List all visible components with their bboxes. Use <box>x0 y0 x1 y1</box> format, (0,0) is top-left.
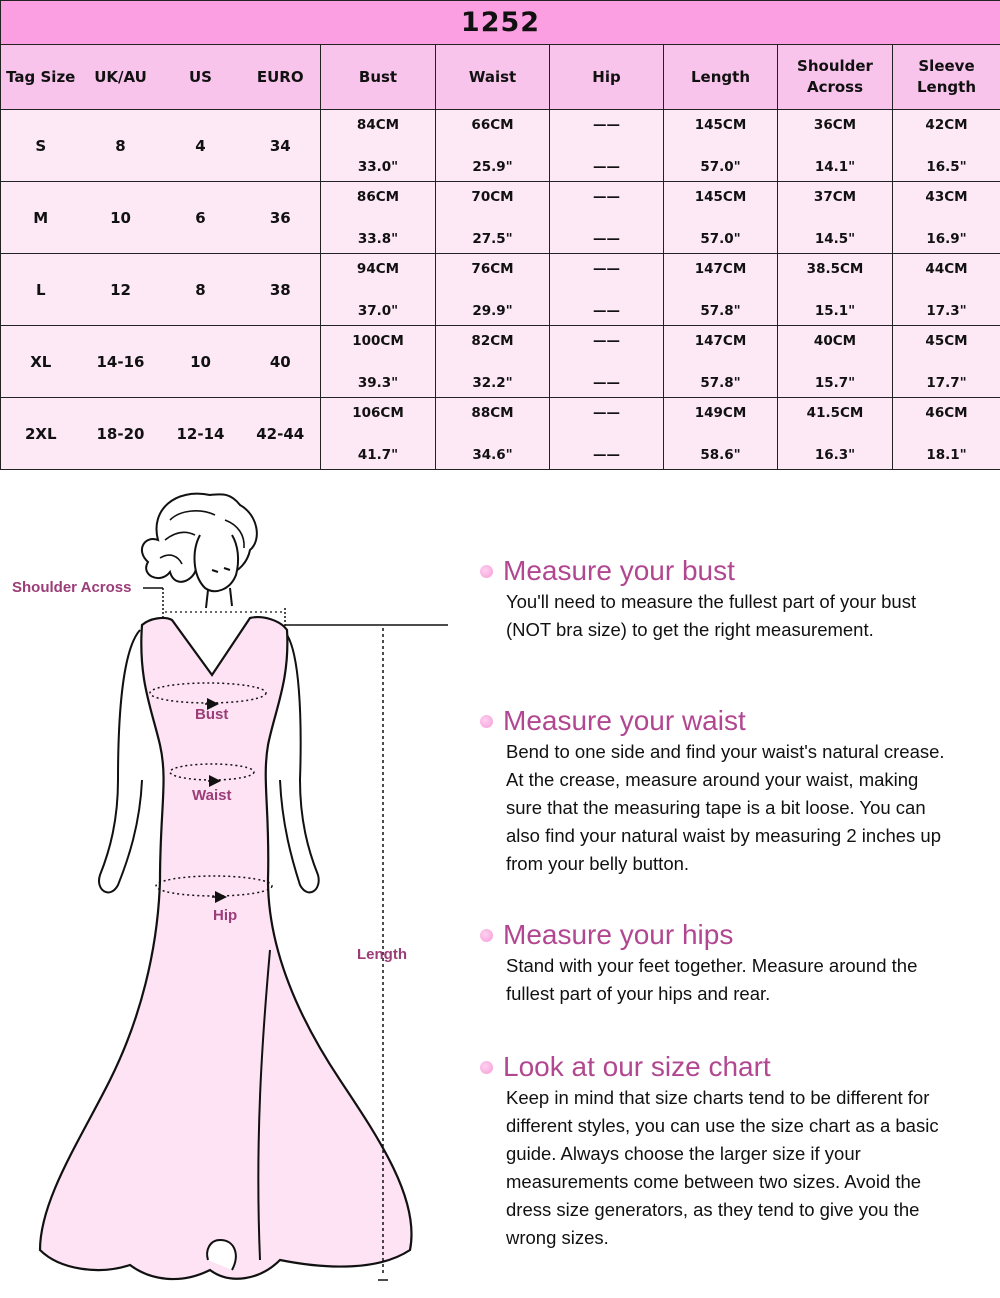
bust-cm-value: 100CM <box>321 333 435 349</box>
hip-cell <box>550 326 664 398</box>
sleeve-inch-value: 17.7" <box>893 375 1000 391</box>
bust-cell <box>321 326 436 398</box>
sleeve-cm-value: 44CM <box>893 261 1000 277</box>
shoulder-cell <box>778 398 893 470</box>
waist-cell <box>436 110 550 182</box>
ukau-cell: 14-16 <box>81 326 161 398</box>
table-row <box>1 254 1000 326</box>
sleeve-inch-value: 16.5" <box>893 159 1000 175</box>
sleeve-cm-value: 45CM <box>893 333 1000 349</box>
col-header-ukau: UK/AU <box>81 45 161 110</box>
shoulder-inch-value: 14.5" <box>778 231 892 247</box>
table-row <box>1 110 1000 182</box>
bust-cm-value: 94CM <box>321 261 435 277</box>
waist-inch-value: 25.9" <box>436 159 549 175</box>
left-arm <box>99 630 142 892</box>
table-row <box>1 182 1000 254</box>
col-header-sleeve <box>893 45 1000 110</box>
shoulder-cell <box>778 254 893 326</box>
sleeve-inch-value: 18.1" <box>893 447 1000 463</box>
us-cell: 6 <box>161 182 241 254</box>
bust-cm-value: 106CM <box>321 405 435 421</box>
shoulder-cell <box>778 326 893 398</box>
hip-inch-value: —— <box>550 375 663 391</box>
hip-inch-value: —— <box>550 231 663 247</box>
sleeve-cm-value: 42CM <box>893 117 1000 133</box>
waist-cm-value: 76CM <box>436 261 549 277</box>
waist-cell <box>436 182 550 254</box>
ukau-cell: 18-20 <box>81 398 161 470</box>
hip-cell <box>550 110 664 182</box>
length-inch-value: 57.0" <box>664 231 777 247</box>
col-header-us: US <box>161 45 241 110</box>
bust-inch-value: 33.0" <box>321 159 435 175</box>
measurement-figure <box>0 480 470 1294</box>
tip-hips <box>480 920 995 1008</box>
sleeve-cell <box>893 398 1000 470</box>
bust-cm-value: 86CM <box>321 189 435 205</box>
shoulder-inch-value: 14.1" <box>778 159 892 175</box>
shoulder-inch-value: 16.3" <box>778 447 892 463</box>
us-cell: 8 <box>161 254 241 326</box>
sleeve-cm-value: 46CM <box>893 405 1000 421</box>
size-chart-table <box>0 0 1000 470</box>
bullet-dot-icon <box>480 565 493 578</box>
tip-body: Bend to one side and find your waist's natural crease. At the crease, measure around your waist, making sure that the measuring tape is a bit loose. You can also find your natural waist by measuring 2 inches up from your belly button. <box>506 738 995 878</box>
hip-cm-value: —— <box>550 405 663 421</box>
euro-cell: 34 <box>241 110 321 182</box>
ukau-cell: 12 <box>81 254 161 326</box>
col-header-shoulder <box>778 45 893 110</box>
waist-cm-value: 88CM <box>436 405 549 421</box>
shoulder-cm-value: 36CM <box>778 117 892 133</box>
length-cm-value: 147CM <box>664 261 777 277</box>
length-inch-value: 58.6" <box>664 447 777 463</box>
hip-cm-value: —— <box>550 189 663 205</box>
header-row <box>1 45 1000 110</box>
hip-inch-value: —— <box>550 159 663 175</box>
ukau-cell: 8 <box>81 110 161 182</box>
tip-body: Keep in mind that size charts tend to be different for different styles, you can use the size chart as a basic guide. Always choose the larger size if your measurements come between two sizes. Avoid the dress size generators, as they tend to give you the wrong sizes. <box>506 1084 995 1252</box>
hip-cell <box>550 398 664 470</box>
bust-inch-value: 41.7" <box>321 447 435 463</box>
length-inch-value: 57.8" <box>664 303 777 319</box>
length-cell <box>664 398 778 470</box>
euro-cell: 38 <box>241 254 321 326</box>
shoulder-cell <box>778 182 893 254</box>
tip-title: Look at our size chart <box>503 1052 771 1082</box>
bust-inch-value: 37.0" <box>321 303 435 319</box>
sleeve-inch-value: 16.9" <box>893 231 1000 247</box>
sleeve-cell <box>893 110 1000 182</box>
bullet-dot-icon <box>480 1061 493 1074</box>
tag-size-cell: XL <box>1 326 81 398</box>
bust-cm-value: 84CM <box>321 117 435 133</box>
length-inch-value: 57.0" <box>664 159 777 175</box>
tip-body: You'll need to measure the fullest part of your bust (NOT bra size) to get the right measurement. <box>506 588 995 644</box>
length-cm-value: 145CM <box>664 189 777 205</box>
dress-illustration <box>0 480 470 1294</box>
hip-cm-value: —— <box>550 261 663 277</box>
table-row <box>1 326 1000 398</box>
sleeve-cell <box>893 254 1000 326</box>
length-cell <box>664 182 778 254</box>
length-cell <box>664 110 778 182</box>
shoulder-cm-value: 38.5CM <box>778 261 892 277</box>
face-shape <box>195 535 239 591</box>
waist-label: Waist <box>192 787 231 804</box>
shoulder-across-label: Shoulder Across <box>12 579 131 596</box>
shoulder-inch-value: 15.1" <box>778 303 892 319</box>
tag-size-cell: 2XL <box>1 398 81 470</box>
length-cm-value: 147CM <box>664 333 777 349</box>
shoulder-cm-value: 37CM <box>778 189 892 205</box>
header-line: Sleeve <box>918 57 974 75</box>
col-header-tag-size: Tag Size <box>1 45 81 110</box>
shoulder-cell <box>778 110 893 182</box>
table-row <box>1 398 1000 470</box>
bust-inch-value: 33.8" <box>321 231 435 247</box>
waist-inch-value: 27.5" <box>436 231 549 247</box>
header-line: Shoulder <box>797 57 873 75</box>
bullet-dot-icon <box>480 929 493 942</box>
col-header-hip: Hip <box>550 45 664 110</box>
waist-cell <box>436 326 550 398</box>
tip-title: Measure your waist <box>503 706 746 736</box>
bullet-dot-icon <box>480 715 493 728</box>
shoulder-inch-value: 15.7" <box>778 375 892 391</box>
euro-cell: 36 <box>241 182 321 254</box>
tip-title: Measure your hips <box>503 920 733 950</box>
length-cell <box>664 326 778 398</box>
hip-label: Hip <box>213 907 237 924</box>
waist-cell <box>436 254 550 326</box>
bust-cell <box>321 398 436 470</box>
sleeve-cm-value: 43CM <box>893 189 1000 205</box>
ukau-cell: 10 <box>81 182 161 254</box>
waist-inch-value: 32.2" <box>436 375 549 391</box>
euro-cell: 42-44 <box>241 398 321 470</box>
tag-size-cell: S <box>1 110 81 182</box>
hip-inch-value: —— <box>550 303 663 319</box>
waist-inch-value: 34.6" <box>436 447 549 463</box>
tag-size-cell: L <box>1 254 81 326</box>
header-line: Length <box>917 78 976 96</box>
waist-cm-value: 66CM <box>436 117 549 133</box>
bust-inch-value: 39.3" <box>321 375 435 391</box>
length-cm-value: 145CM <box>664 117 777 133</box>
bust-cell <box>321 254 436 326</box>
euro-cell: 40 <box>241 326 321 398</box>
length-cell <box>664 254 778 326</box>
us-cell: 12-14 <box>161 398 241 470</box>
tag-size-cell: M <box>1 182 81 254</box>
tip-bust <box>480 556 995 644</box>
us-cell: 4 <box>161 110 241 182</box>
tip-body: Stand with your feet together. Measure around the fullest part of your hips and rear. <box>506 952 995 1008</box>
shoulder-cm-value: 40CM <box>778 333 892 349</box>
hip-cm-value: —— <box>550 333 663 349</box>
col-header-length: Length <box>664 45 778 110</box>
bust-cell <box>321 110 436 182</box>
header-line: Across <box>807 78 863 96</box>
bust-label: Bust <box>195 706 228 723</box>
length-inch-value: 57.8" <box>664 375 777 391</box>
sleeve-cell <box>893 182 1000 254</box>
col-header-bust: Bust <box>321 45 436 110</box>
hip-cell <box>550 254 664 326</box>
sleeve-cell <box>893 326 1000 398</box>
bust-cell <box>321 182 436 254</box>
hip-cm-value: —— <box>550 117 663 133</box>
waist-cell <box>436 398 550 470</box>
col-header-euro: EURO <box>241 45 321 110</box>
waist-cm-value: 70CM <box>436 189 549 205</box>
tip-title: Measure your bust <box>503 556 735 586</box>
length-label: Length <box>357 946 407 963</box>
chart-title: 1252 <box>1 1 1000 45</box>
sleeve-inch-value: 17.3" <box>893 303 1000 319</box>
length-cm-value: 149CM <box>664 405 777 421</box>
hip-inch-value: —— <box>550 447 663 463</box>
tip-waist <box>480 706 995 878</box>
us-cell: 10 <box>161 326 241 398</box>
waist-cm-value: 82CM <box>436 333 549 349</box>
col-header-waist: Waist <box>436 45 550 110</box>
tip-size-chart <box>480 1052 995 1252</box>
waist-inch-value: 29.9" <box>436 303 549 319</box>
shoulder-cm-value: 41.5CM <box>778 405 892 421</box>
hip-cell <box>550 182 664 254</box>
